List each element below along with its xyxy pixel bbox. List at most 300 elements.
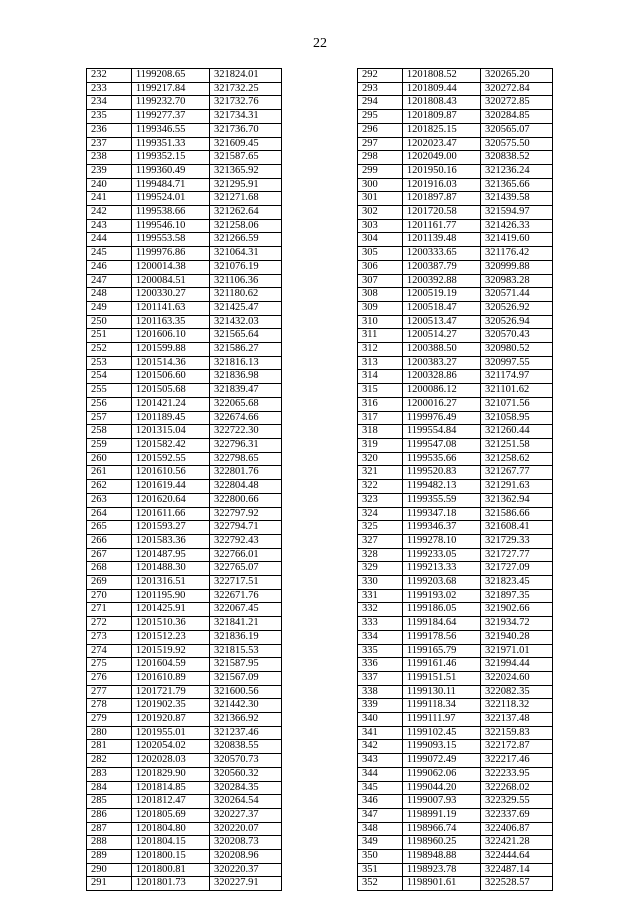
y-coordinate-cell: 321587.65 — [210, 151, 282, 165]
point-number-cell: 241 — [87, 192, 132, 206]
y-coordinate-cell: 320284.85 — [481, 110, 553, 124]
y-coordinate-cell: 322172.87 — [481, 740, 553, 754]
x-coordinate-cell: 1199102.45 — [402, 726, 480, 740]
x-coordinate-cell: 1198948.88 — [402, 850, 480, 864]
table-row — [358, 548, 553, 562]
y-coordinate-cell: 320980.52 — [481, 343, 553, 357]
point-number-cell: 258 — [87, 425, 132, 439]
y-coordinate-cell: 320220.37 — [210, 863, 282, 877]
x-coordinate-cell: 1201505.68 — [131, 384, 209, 398]
y-coordinate-cell: 322337.69 — [481, 808, 553, 822]
y-coordinate-cell: 322268.02 — [481, 781, 553, 795]
x-coordinate-cell: 1201195.90 — [131, 589, 209, 603]
y-coordinate-cell: 321064.31 — [210, 247, 282, 261]
table-row — [358, 713, 553, 727]
y-coordinate-cell: 321365.66 — [481, 178, 553, 192]
x-coordinate-cell: 1201425.91 — [131, 603, 209, 617]
x-coordinate-cell: 1200328.86 — [402, 370, 480, 384]
point-number-cell: 320 — [358, 452, 403, 466]
point-number-cell: 291 — [87, 877, 132, 891]
table-row — [358, 671, 553, 685]
table-row — [87, 288, 282, 302]
x-coordinate-cell: 1200518.47 — [402, 301, 480, 315]
y-coordinate-cell: 320264.54 — [210, 795, 282, 809]
x-coordinate-cell: 1199278.10 — [402, 534, 480, 548]
y-coordinate-cell: 321076.19 — [210, 260, 282, 274]
y-coordinate-cell: 322717.51 — [210, 576, 282, 590]
point-number-cell: 295 — [358, 110, 403, 124]
point-number-cell: 263 — [87, 493, 132, 507]
point-number-cell: 307 — [358, 274, 403, 288]
y-coordinate-cell: 320284.35 — [210, 781, 282, 795]
table-row — [87, 96, 282, 110]
y-coordinate-cell: 321823.45 — [481, 576, 553, 590]
table-row — [358, 315, 553, 329]
point-number-cell: 292 — [358, 69, 403, 83]
y-coordinate-cell: 321565.64 — [210, 329, 282, 343]
point-number-cell: 247 — [87, 274, 132, 288]
table-row — [358, 617, 553, 631]
x-coordinate-cell: 1199277.37 — [131, 110, 209, 124]
point-number-cell: 297 — [358, 137, 403, 151]
y-coordinate-cell: 322792.43 — [210, 534, 282, 548]
table-row — [87, 767, 282, 781]
x-coordinate-cell: 1201800.81 — [131, 863, 209, 877]
table-row — [87, 836, 282, 850]
point-number-cell: 262 — [87, 480, 132, 494]
y-coordinate-cell: 320575.50 — [481, 137, 553, 151]
x-coordinate-cell: 1201599.88 — [131, 343, 209, 357]
x-coordinate-cell: 1201902.35 — [131, 699, 209, 713]
x-coordinate-cell: 1201593.27 — [131, 521, 209, 535]
point-number-cell: 296 — [358, 123, 403, 137]
x-coordinate-cell: 1201721.79 — [131, 685, 209, 699]
table-row — [358, 164, 553, 178]
x-coordinate-cell: 1199546.10 — [131, 219, 209, 233]
x-coordinate-cell: 1201506.60 — [131, 370, 209, 384]
table-row — [87, 630, 282, 644]
x-coordinate-cell: 1201141.63 — [131, 301, 209, 315]
x-coordinate-cell: 1198923.78 — [402, 863, 480, 877]
point-number-cell: 270 — [87, 589, 132, 603]
x-coordinate-cell: 1201955.01 — [131, 726, 209, 740]
point-number-cell: 317 — [358, 411, 403, 425]
x-coordinate-cell: 1200392.88 — [402, 274, 480, 288]
point-number-cell: 345 — [358, 781, 403, 795]
point-number-cell: 289 — [87, 850, 132, 864]
table-row — [358, 82, 553, 96]
y-coordinate-cell: 321971.01 — [481, 644, 553, 658]
x-coordinate-cell: 1199130.11 — [402, 685, 480, 699]
y-coordinate-cell: 322765.07 — [210, 562, 282, 576]
table-row — [358, 288, 553, 302]
point-number-cell: 337 — [358, 671, 403, 685]
x-coordinate-cell: 1201611.66 — [131, 507, 209, 521]
point-number-cell: 342 — [358, 740, 403, 754]
x-coordinate-cell: 1200383.27 — [402, 356, 480, 370]
table-row — [87, 850, 282, 864]
y-coordinate-cell: 321586.66 — [481, 507, 553, 521]
x-coordinate-cell: 1201808.52 — [402, 69, 480, 83]
x-coordinate-cell: 1200519.19 — [402, 288, 480, 302]
y-coordinate-cell: 321727.09 — [481, 562, 553, 576]
table-row — [87, 685, 282, 699]
table-row — [87, 192, 282, 206]
x-coordinate-cell: 1201510.36 — [131, 617, 209, 631]
y-coordinate-cell: 320208.73 — [210, 836, 282, 850]
point-number-cell: 238 — [87, 151, 132, 165]
table-row — [87, 260, 282, 274]
y-coordinate-cell: 321836.19 — [210, 630, 282, 644]
y-coordinate-cell: 321251.58 — [481, 438, 553, 452]
x-coordinate-cell: 1201805.69 — [131, 808, 209, 822]
y-coordinate-cell: 321734.31 — [210, 110, 282, 124]
y-coordinate-cell: 321902.66 — [481, 603, 553, 617]
y-coordinate-cell: 322067.45 — [210, 603, 282, 617]
x-coordinate-cell: 1200086.12 — [402, 384, 480, 398]
y-coordinate-cell: 322797.92 — [210, 507, 282, 521]
x-coordinate-cell: 1201315.04 — [131, 425, 209, 439]
x-coordinate-cell: 1201916.03 — [402, 178, 480, 192]
table-row — [358, 795, 553, 809]
y-coordinate-cell: 321897.35 — [481, 589, 553, 603]
point-number-cell: 334 — [358, 630, 403, 644]
point-number-cell: 343 — [358, 754, 403, 768]
table-row — [358, 589, 553, 603]
table-row — [87, 781, 282, 795]
point-number-cell: 319 — [358, 438, 403, 452]
coordinates-table-left — [86, 68, 282, 891]
table-row — [87, 438, 282, 452]
x-coordinate-cell: 1201519.92 — [131, 644, 209, 658]
table-row — [358, 493, 553, 507]
y-coordinate-cell: 321271.68 — [210, 192, 282, 206]
point-number-cell: 305 — [358, 247, 403, 261]
table-row — [87, 589, 282, 603]
y-coordinate-cell: 322406.87 — [481, 822, 553, 836]
x-coordinate-cell: 1199346.55 — [131, 123, 209, 137]
x-coordinate-cell: 1201592.55 — [131, 452, 209, 466]
table-row — [87, 123, 282, 137]
point-number-cell: 303 — [358, 219, 403, 233]
table-row — [87, 411, 282, 425]
x-coordinate-cell: 1201897.87 — [402, 192, 480, 206]
point-number-cell: 283 — [87, 767, 132, 781]
point-number-cell: 340 — [358, 713, 403, 727]
table-row — [87, 795, 282, 809]
x-coordinate-cell: 1200333.65 — [402, 247, 480, 261]
table-row — [87, 137, 282, 151]
point-number-cell: 293 — [358, 82, 403, 96]
y-coordinate-cell: 321587.95 — [210, 658, 282, 672]
table-row — [87, 603, 282, 617]
point-number-cell: 323 — [358, 493, 403, 507]
point-number-cell: 268 — [87, 562, 132, 576]
y-coordinate-cell: 321815.53 — [210, 644, 282, 658]
point-number-cell: 248 — [87, 288, 132, 302]
x-coordinate-cell: 1199044.20 — [402, 781, 480, 795]
y-coordinate-cell: 320838.55 — [210, 740, 282, 754]
y-coordinate-cell: 321729.33 — [481, 534, 553, 548]
point-number-cell: 234 — [87, 96, 132, 110]
y-coordinate-cell: 322137.48 — [481, 713, 553, 727]
point-number-cell: 339 — [358, 699, 403, 713]
table-row — [87, 233, 282, 247]
y-coordinate-cell: 320560.32 — [210, 767, 282, 781]
table-row — [87, 110, 282, 124]
table-row — [87, 301, 282, 315]
table-row — [87, 617, 282, 631]
table-row — [358, 740, 553, 754]
y-coordinate-cell: 321594.97 — [481, 206, 553, 220]
y-coordinate-cell: 322329.55 — [481, 795, 553, 809]
y-coordinate-cell: 322159.83 — [481, 726, 553, 740]
point-number-cell: 269 — [87, 576, 132, 590]
x-coordinate-cell: 1201139.48 — [402, 233, 480, 247]
point-number-cell: 294 — [358, 96, 403, 110]
x-coordinate-cell: 1199524.01 — [131, 192, 209, 206]
point-number-cell: 253 — [87, 356, 132, 370]
y-coordinate-cell: 322487.14 — [481, 863, 553, 877]
table-row — [358, 699, 553, 713]
point-number-cell: 288 — [87, 836, 132, 850]
x-coordinate-cell: 1199007.93 — [402, 795, 480, 809]
table-row — [358, 658, 553, 672]
x-coordinate-cell: 1199976.49 — [402, 411, 480, 425]
point-number-cell: 348 — [358, 822, 403, 836]
table-row — [87, 658, 282, 672]
y-coordinate-cell: 321260.44 — [481, 425, 553, 439]
y-coordinate-cell: 322796.31 — [210, 438, 282, 452]
x-coordinate-cell: 1199535.66 — [402, 452, 480, 466]
y-coordinate-cell: 321101.62 — [481, 384, 553, 398]
y-coordinate-cell: 321366.92 — [210, 713, 282, 727]
y-coordinate-cell: 322024.60 — [481, 671, 553, 685]
point-number-cell: 351 — [358, 863, 403, 877]
table-row — [87, 726, 282, 740]
x-coordinate-cell: 1201487.95 — [131, 548, 209, 562]
x-coordinate-cell: 1201610.89 — [131, 671, 209, 685]
x-coordinate-cell: 1200514.27 — [402, 329, 480, 343]
table-row — [358, 452, 553, 466]
point-number-cell: 246 — [87, 260, 132, 274]
point-number-cell: 267 — [87, 548, 132, 562]
y-coordinate-cell: 322528.57 — [481, 877, 553, 891]
table-row — [358, 425, 553, 439]
table-row — [358, 192, 553, 206]
x-coordinate-cell: 1199093.15 — [402, 740, 480, 754]
point-number-cell: 300 — [358, 178, 403, 192]
table-row — [358, 576, 553, 590]
y-coordinate-cell: 321362.94 — [481, 493, 553, 507]
table-row — [87, 329, 282, 343]
y-coordinate-cell: 321295.91 — [210, 178, 282, 192]
table-row — [87, 548, 282, 562]
point-number-cell: 314 — [358, 370, 403, 384]
table-row — [87, 740, 282, 754]
y-coordinate-cell: 321071.56 — [481, 397, 553, 411]
table-row — [358, 370, 553, 384]
x-coordinate-cell: 1199178.56 — [402, 630, 480, 644]
point-number-cell: 232 — [87, 69, 132, 83]
x-coordinate-cell: 1199484.71 — [131, 178, 209, 192]
x-coordinate-cell: 1199482.13 — [402, 480, 480, 494]
table-row — [358, 808, 553, 822]
table-row — [87, 877, 282, 891]
x-coordinate-cell: 1200084.51 — [131, 274, 209, 288]
x-coordinate-cell: 1199554.84 — [402, 425, 480, 439]
x-coordinate-cell: 1201825.15 — [402, 123, 480, 137]
point-number-cell: 349 — [358, 836, 403, 850]
y-coordinate-cell: 320220.07 — [210, 822, 282, 836]
y-coordinate-cell: 322766.01 — [210, 548, 282, 562]
point-number-cell: 239 — [87, 164, 132, 178]
point-number-cell: 331 — [358, 589, 403, 603]
x-coordinate-cell: 1199161.46 — [402, 658, 480, 672]
point-number-cell: 309 — [358, 301, 403, 315]
y-coordinate-cell: 321600.56 — [210, 685, 282, 699]
table-row — [87, 315, 282, 329]
x-coordinate-cell: 1199151.51 — [402, 671, 480, 685]
table-row — [87, 863, 282, 877]
y-coordinate-cell: 321940.28 — [481, 630, 553, 644]
point-number-cell: 344 — [358, 767, 403, 781]
point-number-cell: 250 — [87, 315, 132, 329]
y-coordinate-cell: 320565.07 — [481, 123, 553, 137]
x-coordinate-cell: 1199072.49 — [402, 754, 480, 768]
y-coordinate-cell: 322421.28 — [481, 836, 553, 850]
point-number-cell: 276 — [87, 671, 132, 685]
x-coordinate-cell: 1201809.87 — [402, 110, 480, 124]
point-number-cell: 257 — [87, 411, 132, 425]
point-number-cell: 327 — [358, 534, 403, 548]
point-number-cell: 341 — [358, 726, 403, 740]
x-coordinate-cell: 1201161.77 — [402, 219, 480, 233]
x-coordinate-cell: 1201950.16 — [402, 164, 480, 178]
table-row — [358, 274, 553, 288]
point-number-cell: 273 — [87, 630, 132, 644]
x-coordinate-cell: 1199203.68 — [402, 576, 480, 590]
point-number-cell: 329 — [358, 562, 403, 576]
table-row — [358, 110, 553, 124]
y-coordinate-cell: 321836.98 — [210, 370, 282, 384]
x-coordinate-cell: 1199062.06 — [402, 767, 480, 781]
table-row — [358, 260, 553, 274]
point-number-cell: 237 — [87, 137, 132, 151]
y-coordinate-cell: 322798.65 — [210, 452, 282, 466]
point-number-cell: 290 — [87, 863, 132, 877]
table-row — [358, 685, 553, 699]
point-number-cell: 265 — [87, 521, 132, 535]
point-number-cell: 324 — [358, 507, 403, 521]
y-coordinate-cell: 320272.84 — [481, 82, 553, 96]
point-number-cell: 306 — [358, 260, 403, 274]
table-row — [87, 247, 282, 261]
table-row — [87, 178, 282, 192]
point-number-cell: 322 — [358, 480, 403, 494]
point-number-cell: 275 — [87, 658, 132, 672]
table-row — [358, 137, 553, 151]
point-number-cell: 312 — [358, 343, 403, 357]
table-row — [87, 274, 282, 288]
point-number-cell: 284 — [87, 781, 132, 795]
point-number-cell: 242 — [87, 206, 132, 220]
y-coordinate-cell: 321432.03 — [210, 315, 282, 329]
table-row — [358, 822, 553, 836]
point-number-cell: 313 — [358, 356, 403, 370]
x-coordinate-cell: 1201920.87 — [131, 713, 209, 727]
y-coordinate-cell: 320997.55 — [481, 356, 553, 370]
table-row — [358, 630, 553, 644]
point-number-cell: 318 — [358, 425, 403, 439]
table-row — [358, 411, 553, 425]
point-number-cell: 347 — [358, 808, 403, 822]
x-coordinate-cell: 1201812.47 — [131, 795, 209, 809]
table-row — [87, 206, 282, 220]
table-row — [87, 219, 282, 233]
x-coordinate-cell: 1201809.44 — [402, 82, 480, 96]
x-coordinate-cell: 1202054.02 — [131, 740, 209, 754]
x-coordinate-cell: 1199347.18 — [402, 507, 480, 521]
y-coordinate-cell: 321180.62 — [210, 288, 282, 302]
point-number-cell: 352 — [358, 877, 403, 891]
x-coordinate-cell: 1201583.36 — [131, 534, 209, 548]
y-coordinate-cell: 321291.63 — [481, 480, 553, 494]
y-coordinate-cell: 321732.25 — [210, 82, 282, 96]
x-coordinate-cell: 1199355.59 — [402, 493, 480, 507]
point-number-cell: 243 — [87, 219, 132, 233]
y-coordinate-cell: 321425.47 — [210, 301, 282, 315]
point-number-cell: 310 — [358, 315, 403, 329]
table-row — [358, 206, 553, 220]
point-number-cell: 333 — [358, 617, 403, 631]
table-row — [358, 96, 553, 110]
y-coordinate-cell: 321258.06 — [210, 219, 282, 233]
y-coordinate-cell: 321176.42 — [481, 247, 553, 261]
point-number-cell: 278 — [87, 699, 132, 713]
table-row — [358, 356, 553, 370]
y-coordinate-cell: 322800.66 — [210, 493, 282, 507]
y-coordinate-cell: 321174.97 — [481, 370, 553, 384]
point-number-cell: 249 — [87, 301, 132, 315]
x-coordinate-cell: 1200387.79 — [402, 260, 480, 274]
table-row — [87, 82, 282, 96]
table-row — [358, 438, 553, 452]
x-coordinate-cell: 1201606.10 — [131, 329, 209, 343]
table-row — [87, 754, 282, 768]
x-coordinate-cell: 1199111.97 — [402, 713, 480, 727]
point-number-cell: 301 — [358, 192, 403, 206]
x-coordinate-cell: 1199547.08 — [402, 438, 480, 452]
x-coordinate-cell: 1199208.65 — [131, 69, 209, 83]
y-coordinate-cell: 321736.70 — [210, 123, 282, 137]
x-coordinate-cell: 1201582.42 — [131, 438, 209, 452]
y-coordinate-cell: 321106.36 — [210, 274, 282, 288]
table-row — [87, 713, 282, 727]
point-number-cell: 350 — [358, 850, 403, 864]
y-coordinate-cell: 321258.62 — [481, 452, 553, 466]
x-coordinate-cell: 1199232.70 — [131, 96, 209, 110]
table-row — [87, 521, 282, 535]
point-number-cell: 235 — [87, 110, 132, 124]
point-number-cell: 233 — [87, 82, 132, 96]
table-row — [87, 562, 282, 576]
table-row — [87, 493, 282, 507]
y-coordinate-cell: 321426.33 — [481, 219, 553, 233]
table-row — [358, 863, 553, 877]
table-row — [358, 534, 553, 548]
y-coordinate-cell: 321236.24 — [481, 164, 553, 178]
